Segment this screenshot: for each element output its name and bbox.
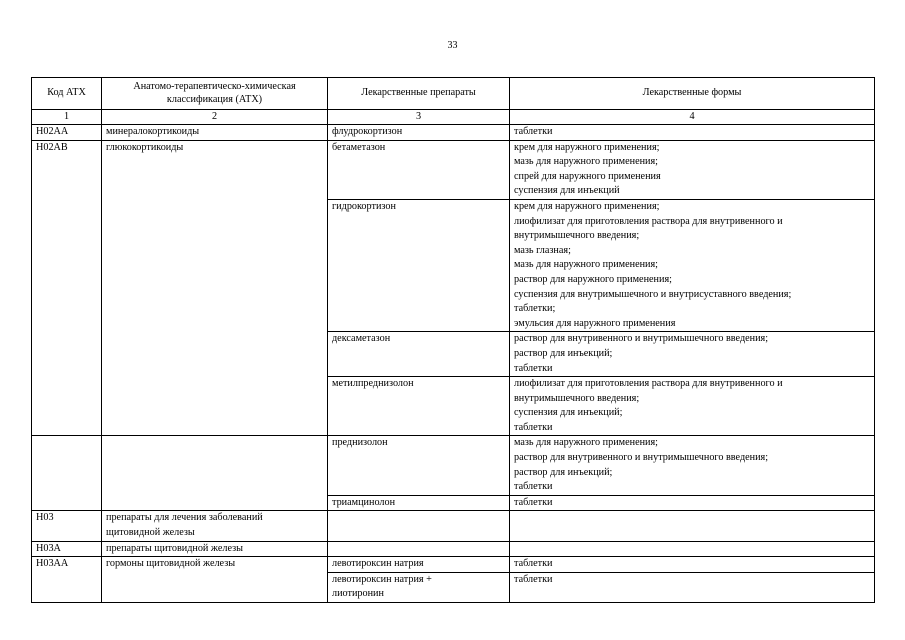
column-number: 1 (32, 110, 102, 125)
table-row (32, 557, 875, 573)
atx-table (31, 77, 875, 603)
classification-cell: минералокортикоиды (102, 125, 328, 141)
column-number: 2 (102, 110, 328, 125)
forms-cell: мазь для наружного применения; раствор для внутривенного и внутримышечного введения; раствор для инъекций; таблетки (510, 436, 875, 495)
forms-cell: раствор для внутривенного и внутримышечного введения; раствор для инъекций; таблетки (510, 332, 875, 377)
atx-code-cell: H02AB (32, 140, 102, 436)
drug-cell: левотироксин натрия (328, 557, 510, 573)
classification-cell: гормоны щитовидной железы (102, 557, 328, 603)
table-header-row (32, 78, 875, 110)
classification-cell: глюкокортикоиды (102, 140, 328, 436)
forms-cell (510, 511, 875, 541)
drug-cell: гидрокортизон (328, 199, 510, 331)
atx-code-cell: H03AA (32, 557, 102, 603)
forms-cell: крем для наружного применения; мазь для наружного применения; спрей для наружного применения суспензия для инъекций (510, 140, 875, 199)
classification-cell: препараты щитовидной железы (102, 541, 328, 557)
drug-cell (328, 541, 510, 557)
drug-cell: флудрокортизон (328, 125, 510, 141)
table-row (32, 436, 875, 495)
header-dosage-forms: Лекарственные формы (510, 78, 875, 110)
atx-code-cell: H03A (32, 541, 102, 557)
atx-code-cell (32, 436, 102, 511)
header-atx-code: Код ATX (32, 78, 102, 110)
column-number-row (32, 110, 875, 125)
forms-cell (510, 541, 875, 557)
forms-cell: таблетки (510, 572, 875, 602)
drug-cell: метилпреднизолон (328, 377, 510, 436)
drug-cell: бетаметазон (328, 140, 510, 199)
header-drugs: Лекарственные препараты (328, 78, 510, 110)
classification-cell: препараты для лечения заболеваний щитовидной железы (102, 511, 328, 541)
drug-cell (328, 511, 510, 541)
column-number: 4 (510, 110, 875, 125)
table-row (32, 511, 875, 541)
table-row (32, 125, 875, 141)
forms-cell: таблетки (510, 125, 875, 141)
header-atx-classification: Анатомо-терапевтическо-химическая классификация (ATX) (102, 78, 328, 110)
page-number: 33 (447, 40, 458, 51)
table-row (32, 541, 875, 557)
drug-cell: преднизолон (328, 436, 510, 495)
column-number: 3 (328, 110, 510, 125)
atx-code-cell: H02AA (32, 125, 102, 141)
forms-cell: таблетки (510, 557, 875, 573)
drug-cell: триамцинолон (328, 495, 510, 511)
forms-cell: таблетки (510, 495, 875, 511)
table-row (32, 140, 875, 199)
forms-cell: лиофилизат для приготовления раствора для внутривенного и внутримышечного введения; суспензия для инъекций; таблетки (510, 377, 875, 436)
atx-code-cell: H03 (32, 511, 102, 541)
drug-cell: левотироксин натрия + лиотиронин (328, 572, 510, 602)
drug-cell: дексаметазон (328, 332, 510, 377)
classification-cell (102, 436, 328, 511)
forms-cell: крем для наружного применения; лиофилизат для приготовления раствора для внутривенного и внутримышечного введения; мазь глазная; мазь для наружного применения; раствор для наружного применения; суспензия для внутримышечного и внутрисуставного введения; таблетки; эмульсия для наружного применения (510, 199, 875, 331)
